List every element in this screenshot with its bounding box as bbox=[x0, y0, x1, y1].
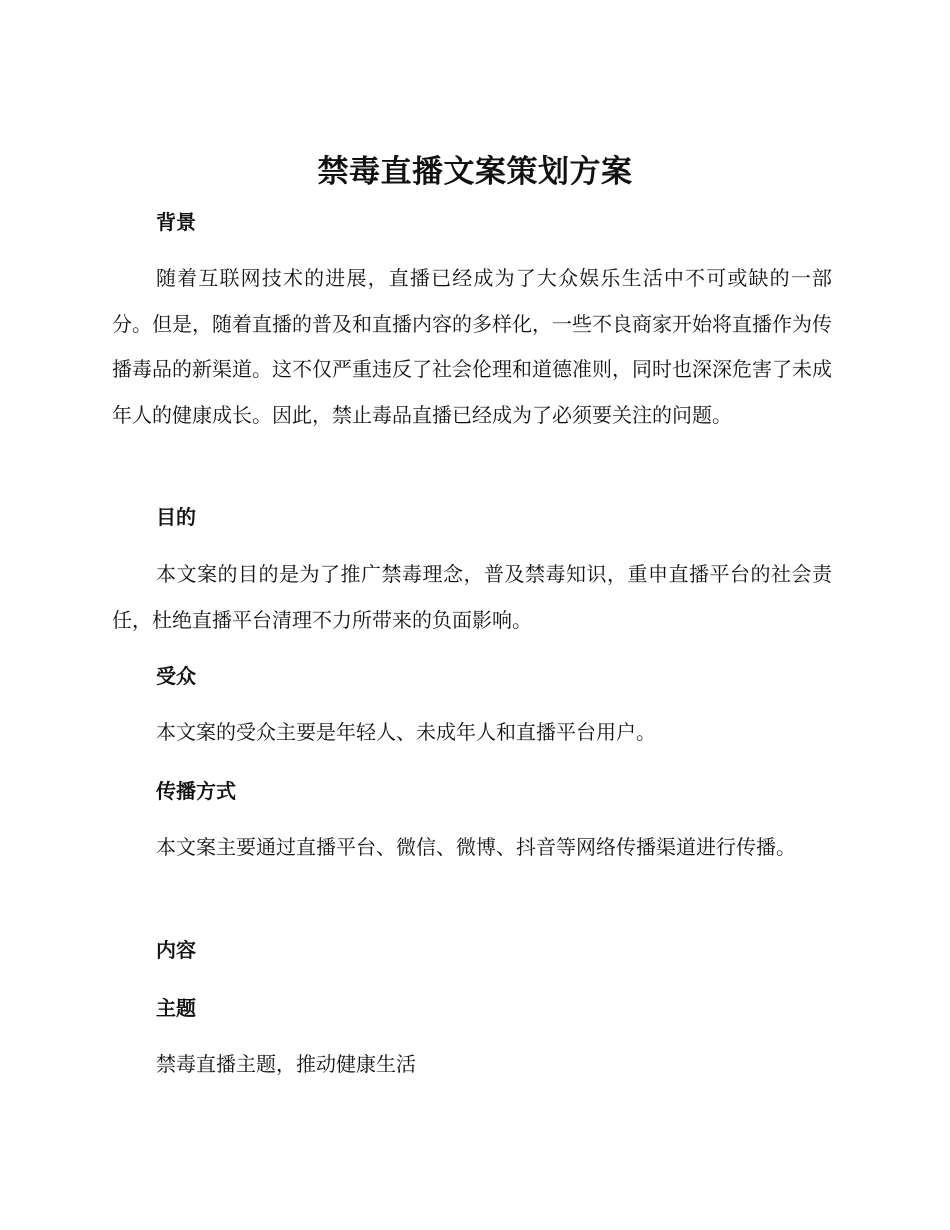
section-text-channels: 本文案主要通过直播平台、微信、微博、抖音等网络传播渠道进行传播。 bbox=[156, 835, 796, 859]
section-heading-purpose: 目的 bbox=[156, 505, 196, 529]
section-heading-content: 内容 bbox=[156, 938, 196, 962]
section-text-purpose: 本文案的目的是为了推广禁毒理念，普及禁毒知识，重申直播平台的社会责任，杜绝直播平台清理不力所带来的负面影响。 bbox=[112, 562, 832, 632]
section-heading-audience: 受众 bbox=[156, 664, 196, 688]
section-heading-background: 背景 bbox=[156, 210, 196, 234]
section-text-background: 随着互联网技术的进展，直播已经成为了大众娱乐生活中不可或缺的一部分。但是，随着直播的普及和直播内容的多样化，一些不良商家开始将直播作为传播毒品的新渠道。这不仅严重违反了社会伦理和道德准则，同时也深深危害了未成年人的健康成长。因此，禁止毒品直播已经成为了必须要关注的问题。 bbox=[112, 266, 832, 427]
section-heading-channels: 传播方式 bbox=[156, 779, 236, 803]
section-heading-theme: 主题 bbox=[156, 996, 196, 1020]
section-text-audience: 本文案的受众主要是年轻人、未成年人和直播平台用户。 bbox=[156, 720, 656, 744]
section-text-theme: 禁毒直播主题，推动健康生活 bbox=[156, 1052, 416, 1076]
document-title: 禁毒直播文案策划方案 bbox=[317, 154, 633, 190]
